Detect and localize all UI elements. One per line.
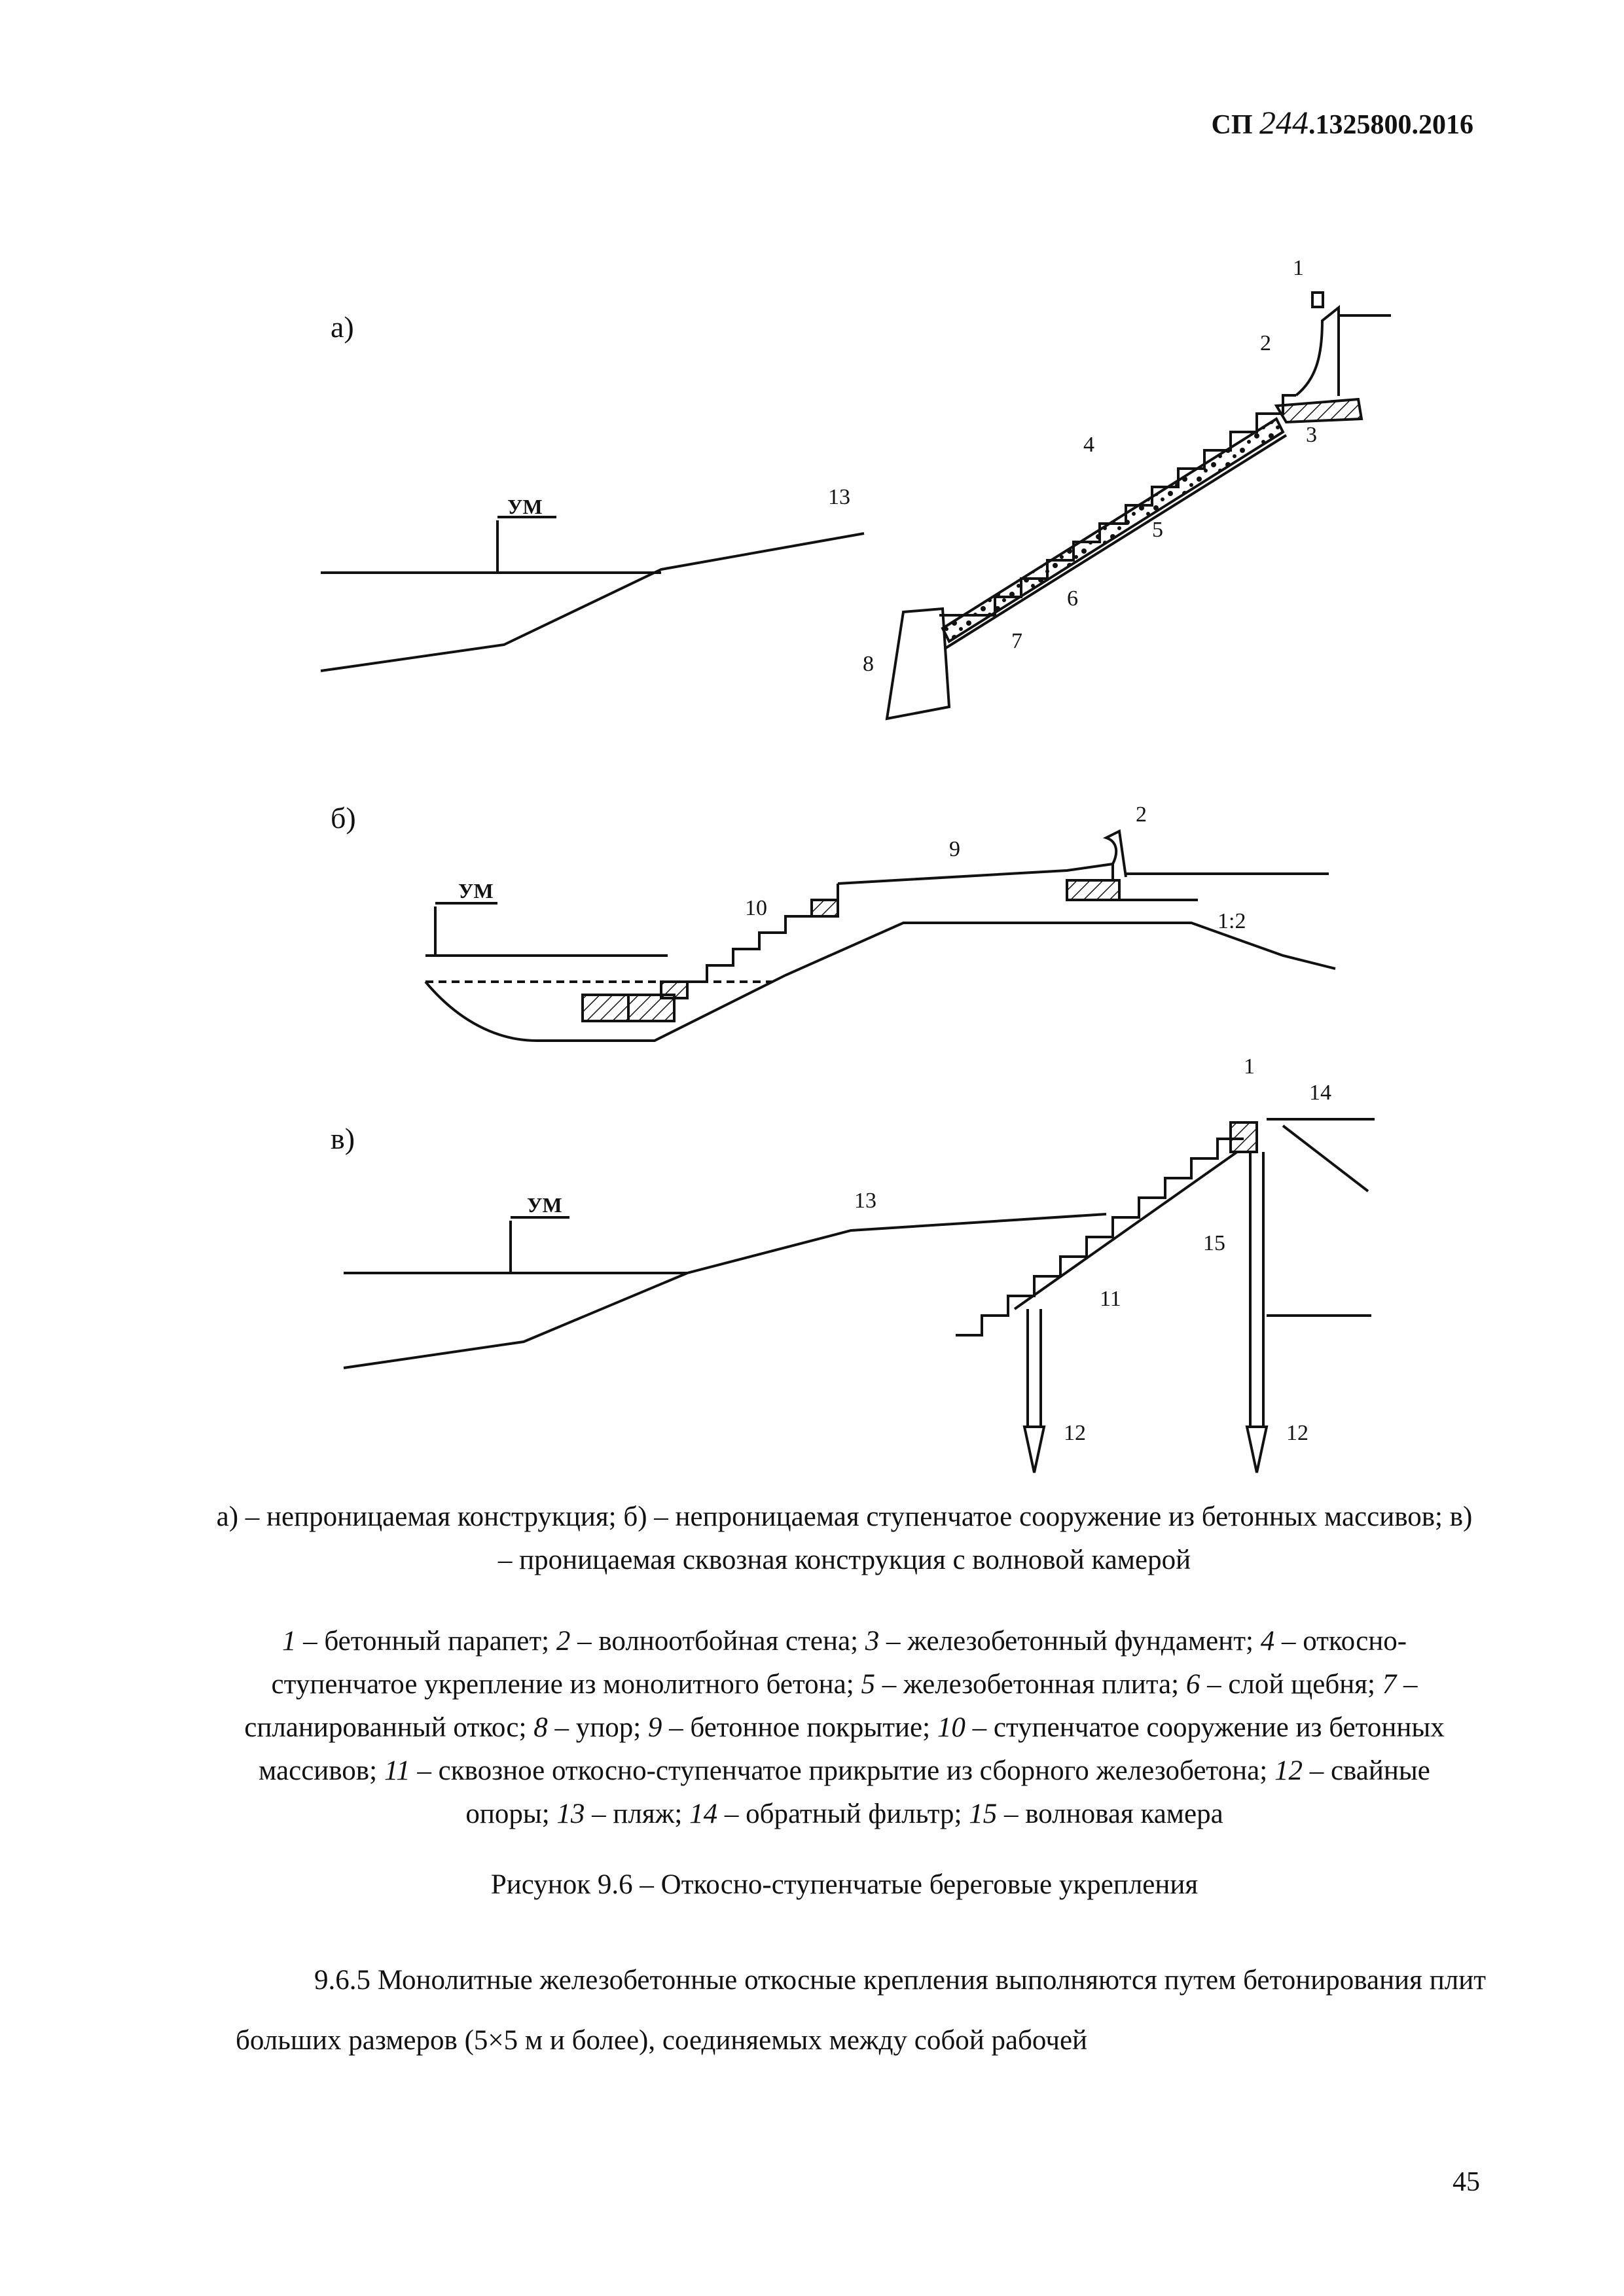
legend-text: – волноотбойная стена; xyxy=(577,1626,859,1657)
legend-number: 1 xyxy=(281,1626,297,1657)
legend-number: 11 xyxy=(384,1755,410,1786)
wave-wall-b xyxy=(1106,831,1126,880)
svg-text:1: 1 xyxy=(1244,1054,1255,1079)
caption-key-v: в) xyxy=(1449,1501,1473,1532)
svg-text:7: 7 xyxy=(1011,629,1022,653)
svg-text:12: 12 xyxy=(1286,1421,1308,1445)
legend-text: – сквозное откосно-ступенчатое прикрытие из сборного железобетона; xyxy=(417,1755,1268,1786)
legend-number: 10 xyxy=(937,1712,965,1743)
crushed-stone-layer-a xyxy=(943,419,1283,641)
legend-text: – спланированный откос; xyxy=(244,1669,1418,1743)
caption-key-b: б) xyxy=(623,1501,647,1532)
legend-text: – бетонное покрытие; xyxy=(669,1712,931,1743)
legend-text: – бетонный парапет; xyxy=(303,1626,550,1657)
legend-text: – обратный фильтр; xyxy=(724,1799,962,1829)
water-level-label-v: УМ xyxy=(527,1193,562,1217)
svg-text:2: 2 xyxy=(1136,802,1147,827)
header-handwritten-number: 244 xyxy=(1259,104,1308,141)
caption-text-a: – непроницаемая конструкция; xyxy=(245,1501,617,1532)
header-suffix: .1325800.2016 xyxy=(1308,110,1473,140)
legend-text: – пляж; xyxy=(592,1799,683,1829)
header-prefix: СП xyxy=(1211,110,1253,140)
legend-number: 9 xyxy=(647,1712,662,1743)
panel-a xyxy=(321,256,1391,719)
svg-text:13: 13 xyxy=(828,485,850,509)
svg-text:1: 1 xyxy=(1293,256,1304,280)
legend-text: – волновая камера xyxy=(1003,1799,1223,1829)
legend-number: 3 xyxy=(865,1626,880,1657)
beach-profile-v xyxy=(344,1214,1106,1368)
legend-text: – железобетонный фундамент; xyxy=(886,1626,1254,1657)
panel-v xyxy=(331,1054,1375,1473)
stop-a xyxy=(887,609,949,719)
panel-b xyxy=(331,801,1335,1041)
svg-text:11: 11 xyxy=(1100,1287,1121,1311)
legend-number: 7 xyxy=(1382,1669,1397,1700)
legend-number: 14 xyxy=(689,1799,718,1829)
svg-text:2: 2 xyxy=(1260,331,1271,355)
wave-wall-a xyxy=(1296,308,1339,396)
svg-text:4: 4 xyxy=(1083,433,1094,457)
legend-text: – свайные опоры; xyxy=(465,1755,1430,1829)
svg-text:5: 5 xyxy=(1152,518,1163,542)
legend-text: – слой щебня; xyxy=(1207,1669,1375,1700)
legend-text: – железобетонная плита; xyxy=(882,1669,1180,1700)
svg-text:12: 12 xyxy=(1064,1421,1086,1445)
svg-text:9: 9 xyxy=(949,837,960,861)
caption-text-v: – проницаемая сквозная конструкция с волновой камерой xyxy=(497,1545,1191,1575)
svg-text:14: 14 xyxy=(1309,1081,1331,1105)
figure-legend xyxy=(216,1620,1473,1836)
legend-text: – откосно-ступенчатое укрепление из монолитного бетона; xyxy=(271,1626,1407,1700)
legend-number: 12 xyxy=(1274,1755,1303,1786)
water-level-label-b: УМ xyxy=(458,879,494,903)
legend-number: 4 xyxy=(1260,1626,1275,1657)
parapet-a xyxy=(1312,293,1323,307)
slope-ratio-label: 1:2 xyxy=(1218,909,1246,933)
panel-label-b: б) xyxy=(331,801,356,834)
legend-number: 2 xyxy=(556,1626,571,1657)
legend-text: – ступенчатое сооружение из бетонных массивов; xyxy=(259,1712,1445,1786)
figure-title: Рисунок 9.6 – Откосно-ступенчатые береговые укрепления xyxy=(490,1869,1199,1900)
legend-number: 6 xyxy=(1185,1669,1200,1700)
svg-text:15: 15 xyxy=(1203,1231,1225,1255)
water-level-label-a: УМ xyxy=(507,495,543,518)
svg-text:10: 10 xyxy=(745,896,767,920)
legend-text: – упор; xyxy=(554,1712,641,1743)
body-paragraph: 9.6.5 Монолитные железобетонные откосные крепления выполняются путем бетонирования плит больших размеров (5×5 м и более), соединяемых между собой рабочей xyxy=(236,1965,1486,2056)
panel-label-v: в) xyxy=(331,1122,355,1155)
foundation-a xyxy=(1276,399,1362,422)
caption-text-b: – непроницаемая ступенчатое сооружение из бетонных массивов; xyxy=(654,1501,1443,1532)
svg-text:13: 13 xyxy=(854,1189,876,1213)
beach-profile-a xyxy=(321,533,864,671)
caption-key-a: а) xyxy=(216,1501,239,1532)
svg-text:6: 6 xyxy=(1067,586,1078,611)
legend-number: 13 xyxy=(556,1799,585,1829)
panel-label-a: а) xyxy=(331,310,354,344)
stepped-slope-a xyxy=(939,395,1296,615)
legend-number: 5 xyxy=(861,1669,875,1700)
svg-text:3: 3 xyxy=(1306,423,1317,447)
legend-number: 8 xyxy=(533,1712,548,1743)
svg-text:8: 8 xyxy=(863,652,874,676)
legend-number: 15 xyxy=(969,1799,998,1829)
figure-caption-types xyxy=(216,1496,1473,1582)
page-number: 45 xyxy=(1453,2167,1480,2197)
